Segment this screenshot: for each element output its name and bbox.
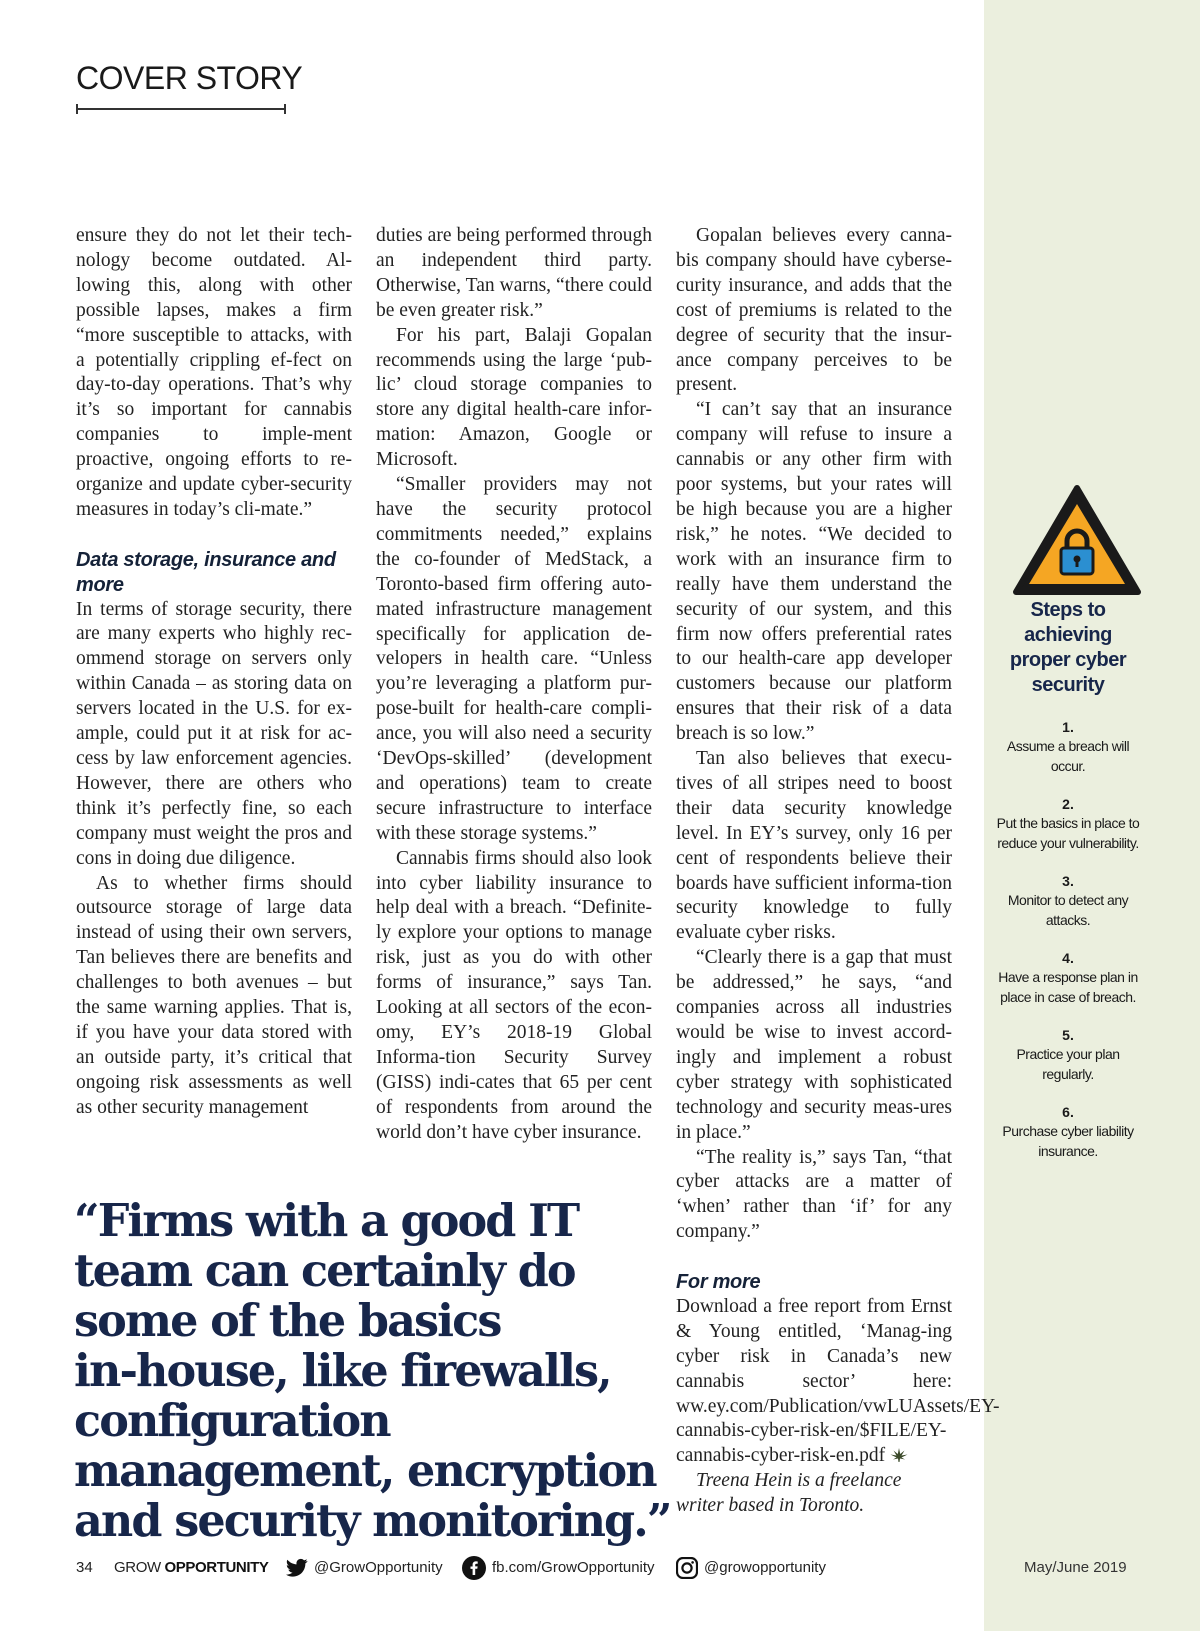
report-link-text: Download a free report from Ernst & Young entitled, ‘Manag-ing cyber risk in Canada’s new cannabis sector’ here: ww.ey.com/Publication/vwLUAssets/EY-cannabis-cyber-risk-en/$FILE/EY-cannabis-cyber-risk-en.pdf bbox=[676, 1295, 1000, 1467]
pull-quote-line: some of the basics bbox=[74, 1295, 501, 1347]
step-text: Put the basics in place to reduce your vulnerability. bbox=[996, 815, 1140, 851]
article-column-3 bbox=[676, 224, 1000, 1519]
step-number: 5. bbox=[1062, 1027, 1074, 1043]
issue-date: May/June 2019 bbox=[1024, 1559, 1127, 1576]
pull-quote-line: and security monitoring.” bbox=[74, 1495, 671, 1547]
section-header-rule bbox=[76, 108, 286, 110]
pull-quote-line: management, encryption bbox=[74, 1445, 656, 1497]
step-item bbox=[994, 872, 1142, 930]
article-column-2 bbox=[376, 224, 652, 1146]
paragraph: duties are being performed through an independent third party. Otherwise, Tan warns, “there could be even greater risk.” bbox=[376, 225, 652, 321]
paragraph: Tan also believes that execu-tives of all stripes need to boost their data security knowledge level. In EY’s survey, only 16 per cent of respondents believe their boards have sufficient informa-tion security knowledge to fully evaluate cyber risks. bbox=[676, 748, 952, 944]
warning-lock-icon bbox=[1012, 484, 1142, 596]
step-text: Have a response plan in place in case of breach. bbox=[998, 969, 1138, 1005]
sidebar-title: Steps to achieving proper cyber security bbox=[1009, 599, 1127, 696]
paragraph: “Clearly there is a gap that must be addressed,” he says, “and companies across all industries would be wise to invest accord-ingly and implement a robust cyber strategy with sophisticated technology and security meas-ures in place.” bbox=[676, 947, 952, 1143]
paragraph: “Smaller providers may not have the security protocol commitments needed,” explains the co-founder of MedStack, a Toronto-based firm offering auto-mated infrastructure management specifically for application de-velopers in health care. “Unless you’re leveraging a platform pur-pose-built for health-care compli-ance, you will also need a security ‘DevOps-skilled’ (development and operations) team to create secure infrastructure to interface with these storage systems.” bbox=[376, 474, 652, 844]
step-text: Assume a breach will occur. bbox=[1006, 738, 1130, 774]
report-link-paragraph bbox=[676, 1295, 1000, 1469]
instagram-icon bbox=[676, 1557, 698, 1579]
pull-quote-line: configuration bbox=[74, 1395, 390, 1447]
step-text: Practice your plan regularly. bbox=[1016, 1046, 1120, 1082]
step-item bbox=[994, 1103, 1142, 1161]
step-number: 1. bbox=[1062, 719, 1074, 735]
step-item bbox=[994, 1026, 1142, 1084]
pull-quote bbox=[74, 1196, 674, 1546]
pull-quote-line: in-house, like firewalls, bbox=[74, 1345, 611, 1397]
step-item bbox=[994, 718, 1142, 776]
step-text: Monitor to detect any attacks. bbox=[1007, 892, 1129, 928]
facebook-icon bbox=[462, 1556, 486, 1580]
step-item bbox=[994, 949, 1142, 1007]
paragraph: “I can’t say that an insurance company will refuse to insure a cannabis or any other firm with poor systems, but your rates will be high because you are a higher risk,” he notes. “We decided to work with an insurance firm to really have them understand the security of our system, and this firm now offers preferential rates to our health-care app developer customers because our platform ensures that their risk of a data breach is so low.” bbox=[676, 399, 952, 745]
author-byline: Treena Hein is a freelance writer based in Toronto. bbox=[676, 1470, 902, 1517]
page-number: 34 bbox=[76, 1559, 93, 1576]
page-footer bbox=[0, 1555, 1200, 1585]
article-column-1 bbox=[76, 224, 352, 1121]
paragraph: For his part, Balaji Gopalan recommends using the large ‘pub-lic’ cloud storage companies to store any digital health-care infor-mation: Amazon, Google or Microsoft. bbox=[376, 324, 652, 471]
step-number: 3. bbox=[1062, 873, 1074, 889]
twitter-link[interactable] bbox=[286, 1555, 443, 1581]
step-item bbox=[994, 795, 1142, 853]
magazine-brand bbox=[114, 1555, 268, 1581]
section-header: COVER STORY bbox=[76, 60, 303, 96]
facebook-url: fb.com/GrowOpportunity bbox=[492, 1559, 655, 1576]
facebook-link[interactable] bbox=[462, 1555, 655, 1581]
paragraph: As to whether firms should outsource storage of large data instead of using their own servers, Tan believes there are benefits and challenges to both avenues – but the same warning applies. That is, if you have your data stored with an outside party, it’s critical that ongoing risk assessments as well as other security management bbox=[76, 872, 352, 1118]
twitter-handle: @GrowOpportunity bbox=[314, 1559, 443, 1576]
pull-quote-line: “Firms with a good IT bbox=[74, 1195, 579, 1247]
brand-bold: OPPORTUNITY bbox=[164, 1559, 269, 1576]
paragraph: Cannabis firms should also look into cyber liability insurance to help deal with a breach. “Definite-ly explore your options to manage risk, just as you do with other forms of insurance,” says Tan. Looking at all sectors of the econ-omy, EY’s 2018-19 Global Informa-tion Security Survey (GISS) indi-cates that 65 per cent of respondents from around the world don’t have cyber insurance. bbox=[376, 847, 652, 1143]
instagram-handle: @growopportunity bbox=[704, 1559, 826, 1576]
twitter-icon bbox=[286, 1558, 308, 1578]
cannabis-leaf-icon bbox=[889, 1447, 909, 1463]
pull-quote-line: team can certainly do bbox=[74, 1245, 575, 1297]
paragraph: In terms of storage security, there are many experts who highly rec-ommend storage on servers only within Canada – as storing data on servers located in the U.S. for ex-ample, could put it at risk for ac-cess by law enforcement agencies. However, there are others who think it’s perfectly fine, so each company must weight the pros and cons in doing due diligence. bbox=[76, 598, 352, 869]
paragraph: Gopalan believes every canna-bis company should have cyberse-curity insurance, and adds that the cost of premiums is related to the degree of security that the insur-ance company perceives to be present. bbox=[676, 225, 952, 396]
subheading-for-more: For more bbox=[676, 1271, 761, 1294]
step-number: 4. bbox=[1062, 950, 1074, 966]
subheading-data-storage: Data storage, insurance and more bbox=[76, 548, 336, 596]
paragraph: “The reality is,” says Tan, “that cyber attacks are a matter of ‘when’ rather than ‘if’ for any company.” bbox=[676, 1146, 952, 1243]
step-number: 2. bbox=[1062, 796, 1074, 812]
step-text: Purchase cyber liability insurance. bbox=[1002, 1123, 1134, 1159]
instagram-link[interactable] bbox=[676, 1555, 826, 1581]
brand-light: GROW bbox=[114, 1559, 161, 1576]
steps-list bbox=[994, 718, 1142, 1180]
paragraph: ensure they do not let their tech-nology become outdated. Al-lowing this, along with other possible lapses, makes a firm “more susceptible to attacks, with a potentially crippling ef-fect on day-to-day operations. That’s why it’s so important for cannabis companies to imple-ment proactive, ongoing efforts to re-organize and update cyber-security measures in today’s cli-mate.” bbox=[76, 225, 352, 520]
step-number: 6. bbox=[1062, 1104, 1074, 1120]
